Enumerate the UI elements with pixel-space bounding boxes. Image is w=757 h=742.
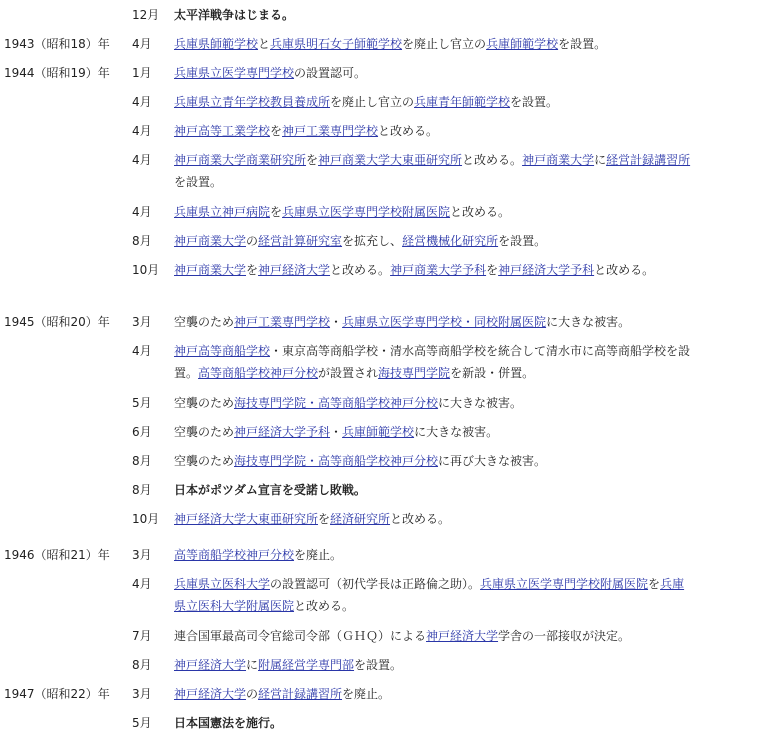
event-description	[174, 149, 694, 193]
institution-link[interactable]: 海技専門学院	[378, 366, 451, 380]
event-text: と改める。	[450, 205, 511, 219]
institution-link[interactable]: 神戸経済大学予科	[234, 425, 331, 439]
event-description	[174, 654, 694, 676]
year-label: 1944（昭和19）年	[4, 66, 110, 80]
month-label: 8月	[132, 658, 152, 672]
event-text: に	[594, 153, 607, 167]
event-description	[174, 91, 694, 113]
institution-link[interactable]: 海技専門学院・高等商船学校神戸分校	[234, 454, 439, 468]
institution-link[interactable]: 神戸高等商船学校	[174, 344, 271, 358]
event-text: の設置認可。	[294, 66, 367, 80]
month-label: 7月	[132, 629, 152, 643]
month-label: 8月	[132, 234, 152, 248]
institution-link[interactable]: 神戸商業大学大東亜研究所	[318, 153, 463, 167]
institution-link[interactable]: 経営機械化研究所	[402, 234, 499, 248]
month-label: 12月	[132, 8, 160, 22]
event-text: ・東京高等商船学校・清水高等商船学校を統合して清水市に高等商船学校を設置。	[174, 344, 691, 380]
institution-link[interactable]: 兵庫青年師範学校	[414, 95, 511, 109]
event-text: 空襲のため	[174, 315, 235, 329]
event-text: を拡充し、	[342, 234, 403, 248]
event-text: を	[270, 124, 283, 138]
event-description	[174, 230, 694, 252]
institution-link[interactable]: 経営計算研究室	[258, 234, 343, 248]
event-text: ・	[330, 425, 343, 439]
institution-link[interactable]: 神戸商業大学	[522, 153, 595, 167]
month-label: 5月	[132, 396, 152, 410]
institution-link[interactable]: 兵庫師範学校	[486, 37, 559, 51]
institution-link[interactable]: 兵庫県立医学専門学校	[174, 66, 295, 80]
institution-link[interactable]: 兵庫県立医科大学附属医院	[174, 577, 685, 613]
institution-link[interactable]: 経営計録講習所	[258, 687, 343, 701]
institution-link[interactable]: 兵庫県師範学校	[174, 37, 259, 51]
institution-link[interactable]: 兵庫県立医科大学	[174, 577, 271, 591]
month-label: 5月	[132, 716, 152, 730]
institution-link[interactable]: 神戸工業専門学校	[234, 315, 331, 329]
institution-link[interactable]: 神戸経済大学予科	[498, 263, 595, 277]
event-text: と改める。	[594, 263, 655, 277]
month-label: 4月	[132, 577, 152, 591]
event-description	[174, 120, 694, 142]
month-label: 3月	[132, 548, 152, 562]
event-description	[174, 340, 694, 384]
event-description	[174, 508, 694, 530]
event-description	[174, 544, 694, 566]
institution-link[interactable]: 海技専門学院・高等商船学校神戸分校	[234, 396, 439, 410]
institution-link[interactable]: 兵庫県立神戸病院	[174, 205, 271, 219]
event-description	[174, 625, 694, 647]
event-text: を	[306, 153, 319, 167]
event-text: に大きな被害。	[414, 425, 499, 439]
institution-link[interactable]: 高等商船学校神戸分校	[174, 548, 295, 562]
institution-link[interactable]: 神戸経済大学大東亜研究所	[174, 512, 319, 526]
month-label: 10月	[132, 263, 160, 277]
event-text: を新設・併置。	[450, 366, 535, 380]
event-text: に再び大きな被害。	[438, 454, 547, 468]
event-description	[174, 683, 694, 705]
institution-link[interactable]: 神戸工業専門学校	[282, 124, 379, 138]
institution-link[interactable]: 神戸経済大学	[258, 263, 331, 277]
event-headline	[174, 479, 694, 501]
institution-link[interactable]: 神戸経済大学	[426, 629, 499, 643]
event-text: を設置。	[558, 37, 607, 51]
event-text: 連合国軍最高司令官総司令部（ＧＨＱ）による	[174, 629, 427, 643]
year-label: 1943（昭和18）年	[4, 37, 110, 51]
event-text: を廃止し官立の	[402, 37, 487, 51]
institution-link[interactable]: 神戸高等工業学校	[174, 124, 271, 138]
institution-link[interactable]: 高等商船学校神戸分校	[198, 366, 319, 380]
event-text: の	[246, 687, 259, 701]
year-label: 1945（昭和20）年	[4, 315, 110, 329]
month-label: 4月	[132, 95, 152, 109]
institution-link[interactable]: 神戸商業大学予科	[390, 263, 487, 277]
event-text: と改める。	[462, 153, 523, 167]
event-description	[174, 259, 694, 281]
month-label: 4月	[132, 205, 152, 219]
event-text: と改める。	[390, 512, 451, 526]
event-text: 日本がポツダム宣言を受諾し敗戦。	[174, 483, 366, 497]
event-headline	[174, 4, 694, 26]
event-text: の設置認可（初代学長は正路倫之助）。	[270, 577, 481, 591]
event-description	[174, 421, 694, 443]
event-text: に大きな被害。	[438, 396, 523, 410]
event-description	[174, 33, 694, 55]
event-text: を廃止。	[342, 687, 391, 701]
event-description	[174, 450, 694, 472]
institution-link[interactable]: 兵庫師範学校	[342, 425, 415, 439]
month-label: 4月	[132, 124, 152, 138]
month-label: 6月	[132, 425, 152, 439]
event-text: が設置され	[318, 366, 379, 380]
event-text: を	[318, 512, 331, 526]
month-label: 4月	[132, 37, 152, 51]
event-text: に	[246, 658, 259, 672]
event-text: ・	[330, 315, 343, 329]
event-text: に大きな被害。	[546, 315, 631, 329]
event-description	[174, 201, 694, 223]
event-text: 学舎の一部接収が決定。	[498, 629, 631, 643]
institution-link[interactable]: 兵庫県立医学専門学校・同校附属医院	[342, 315, 547, 329]
institution-link[interactable]: 神戸商業大学	[174, 234, 247, 248]
event-text: を	[486, 263, 499, 277]
month-label: 4月	[132, 153, 152, 167]
event-text: を設置。	[498, 234, 547, 248]
month-label: 4月	[132, 344, 152, 358]
event-text: 太平洋戦争はじまる。	[174, 8, 295, 22]
institution-link[interactable]: 神戸商業大学商業研究所	[174, 153, 307, 167]
event-text: と	[258, 37, 271, 51]
event-text: 日本国憲法を施行。	[174, 716, 283, 730]
event-headline	[174, 712, 694, 734]
event-text: と改める。	[294, 599, 355, 613]
month-label: 8月	[132, 454, 152, 468]
institution-link[interactable]: 経営計録講習所	[606, 153, 691, 167]
year-label: 1947（昭和22）年	[4, 687, 110, 701]
event-text: の	[246, 234, 259, 248]
institution-link[interactable]: 神戸経済大学	[174, 687, 247, 701]
event-description	[174, 392, 694, 414]
event-text: を廃止。	[294, 548, 343, 562]
event-description	[174, 573, 694, 617]
institution-link[interactable]: 神戸商業大学	[174, 263, 247, 277]
institution-link[interactable]: 兵庫県立医学専門学校附属医院	[282, 205, 451, 219]
event-text: を	[246, 263, 259, 277]
event-text: を	[270, 205, 283, 219]
event-description	[174, 311, 694, 333]
event-text: 空襲のため	[174, 425, 235, 439]
event-text: を設置。	[510, 95, 559, 109]
event-text: 空襲のため	[174, 396, 235, 410]
institution-link[interactable]: 兵庫県明石女子師範学校	[270, 37, 403, 51]
event-text: を廃止し官立の	[330, 95, 415, 109]
event-text: を設置。	[174, 175, 223, 189]
event-text: と改める。	[330, 263, 391, 277]
month-label: 3月	[132, 315, 152, 329]
event-text: を	[648, 577, 661, 591]
event-text: と改める。	[378, 124, 439, 138]
institution-link[interactable]: 附属経営学専門部	[258, 658, 355, 672]
month-label: 3月	[132, 687, 152, 701]
institution-link[interactable]: 兵庫県立医学専門学校附属医院	[480, 577, 649, 591]
month-label: 1月	[132, 66, 152, 80]
month-label: 8月	[132, 483, 152, 497]
event-description	[174, 62, 694, 84]
institution-link[interactable]: 神戸経済大学	[174, 658, 247, 672]
event-text: 空襲のため	[174, 454, 235, 468]
event-text: を設置。	[354, 658, 403, 672]
institution-link[interactable]: 経済研究所	[330, 512, 391, 526]
institution-link[interactable]: 兵庫県立青年学校教員養成所	[174, 95, 331, 109]
month-label: 10月	[132, 512, 160, 526]
year-label: 1946（昭和21）年	[4, 548, 110, 562]
